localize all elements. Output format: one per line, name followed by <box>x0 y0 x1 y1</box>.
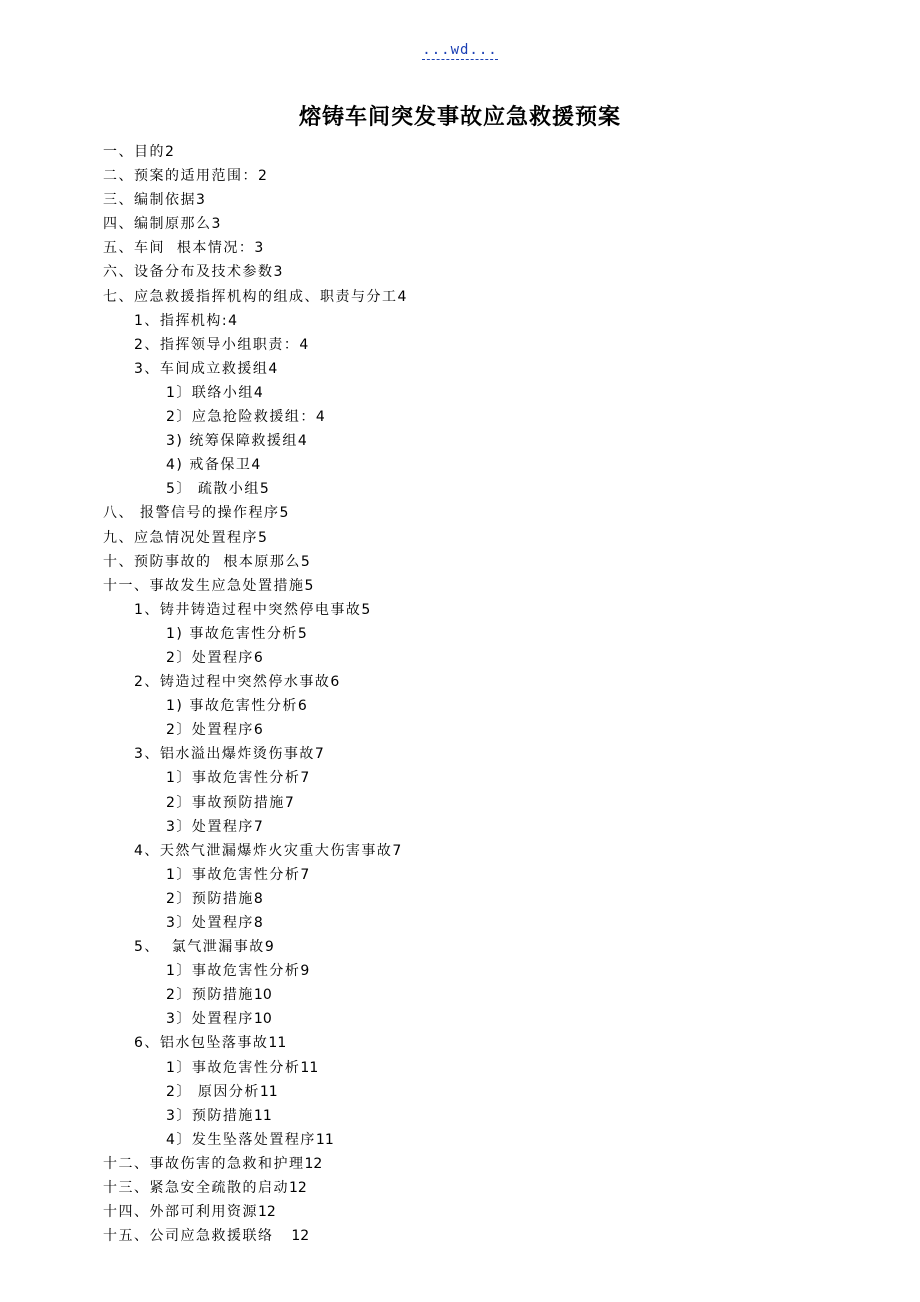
toc-entry-text: 十三、紧急安全疏散的启动 <box>103 1180 289 1197</box>
toc-entry-page-number: 4 <box>251 457 261 474</box>
toc-entry-text: 3〕预防措施 <box>166 1107 254 1124</box>
toc-entry[interactable] <box>0 670 920 694</box>
toc-entry[interactable] <box>0 983 920 1007</box>
toc-entry-text: 十四、外部可利用资源 <box>103 1204 258 1221</box>
toc-entry-page-number: 11 <box>268 1035 287 1052</box>
toc-entry-text: 4、天然气泄漏爆炸火灾重大伤害事故 <box>134 842 393 859</box>
toc-entry-page-number: 7 <box>284 794 294 811</box>
toc-entry-text: 2〕预防措施 <box>166 890 254 907</box>
toc-entry[interactable] <box>0 574 920 598</box>
toc-entry-text: 3〕处置程序 <box>166 818 254 835</box>
toc-entry-page-number: 11 <box>259 1083 278 1100</box>
toc-entry-page-number: 9 <box>264 939 274 956</box>
toc-entry-text: 4〕发生坠落处置程序 <box>166 1131 316 1148</box>
toc-entry-text: 1) 事故危害性分析 <box>166 698 298 715</box>
toc-entry[interactable] <box>0 453 920 477</box>
toc-entry-text: 八、 报警信号的操作程序 <box>103 505 280 522</box>
toc-entry[interactable] <box>0 1104 920 1128</box>
toc-entry[interactable] <box>0 791 920 815</box>
toc-entry[interactable] <box>0 1056 920 1080</box>
toc-entry-page-number: 12 <box>258 1204 276 1221</box>
toc-entry[interactable] <box>0 405 920 429</box>
toc-entry[interactable] <box>0 887 920 911</box>
toc-entry[interactable] <box>0 694 920 718</box>
toc-entry[interactable] <box>0 742 920 766</box>
toc-entry-page-number: 12 <box>289 1180 307 1197</box>
toc-entry-text: 3、铝水溢出爆炸烫伤事故 <box>134 746 315 763</box>
toc-entry-page-number: 3 <box>211 216 221 233</box>
toc-entry-page-number: 5 <box>279 505 289 522</box>
toc-entry[interactable] <box>0 815 920 839</box>
toc-entry[interactable] <box>0 1080 920 1104</box>
toc-entry-page-number: 6 <box>297 698 307 715</box>
toc-entry-text: 十二、事故伤害的急救和护理 <box>103 1155 305 1172</box>
toc-entry-page-number: 2 <box>165 144 174 160</box>
toc-entry-text: 2〕应急抢险救援组： <box>166 409 316 426</box>
toc-entry-text: 3〕处置程序 <box>166 915 254 931</box>
toc-entry-text: 3、车间成立救援组 <box>134 360 269 377</box>
toc-entry[interactable] <box>0 477 920 501</box>
toc-entry-page-number: 7 <box>253 818 263 835</box>
toc-entry-page-number: 11 <box>315 1131 334 1148</box>
toc-entry-page-number: 7 <box>392 842 402 859</box>
toc-entry-text: 1) 事故危害性分析 <box>166 625 298 642</box>
toc-entry-text: 1〕事故危害性分析 <box>166 1059 301 1076</box>
toc-entry-text: 一、目的 <box>103 144 165 160</box>
toc-entry-text: 十一、事故发生应急处置措施 <box>103 577 305 594</box>
toc-entry-text: 1〕联络小组 <box>166 384 254 401</box>
toc-entry[interactable] <box>0 212 920 236</box>
toc-entry-page-number: 8 <box>253 890 263 907</box>
toc-entry-text: 5〕 疏散小组 <box>166 481 260 498</box>
toc-entry-text: 1〕事故危害性分析 <box>166 770 301 787</box>
toc-entry-page-number: 12 <box>304 1155 323 1172</box>
toc-entry[interactable] <box>0 357 920 381</box>
toc-entry-text: 2、指挥领导小组职责： <box>134 336 300 353</box>
toc-entry[interactable] <box>0 1224 920 1248</box>
toc-entry-text: 2〕 原因分析 <box>166 1083 260 1100</box>
toc-entry-page-number: 5 <box>258 529 267 546</box>
toc-entry-page-number: 3 <box>273 264 283 281</box>
toc-entry-page-number: 11 <box>300 1059 319 1076</box>
toc-entry-page-number: 10 <box>253 1011 272 1028</box>
toc-entry[interactable] <box>0 140 920 164</box>
toc-entry-text: 1、指挥机构: <box>134 312 229 329</box>
toc-entry-page-number: 3 <box>196 192 205 209</box>
header-mark-text: ...wd... <box>422 42 498 58</box>
toc-entry-text: 十五、公司应急救援联络 <box>103 1228 292 1245</box>
toc-entry[interactable] <box>0 429 920 453</box>
toc-entry[interactable] <box>0 501 920 525</box>
toc-entry[interactable] <box>0 959 920 983</box>
toc-entry-page-number: 11 <box>253 1107 272 1124</box>
toc-entry-page-number: 8 <box>253 915 263 931</box>
toc-entry[interactable] <box>0 381 920 405</box>
toc-entry[interactable] <box>0 526 920 550</box>
toc-entry[interactable] <box>0 550 920 574</box>
toc-entry[interactable] <box>0 1007 920 1031</box>
toc-entry-page-number: 2 <box>258 168 267 185</box>
toc-entry-text: 1〕事故危害性分析 <box>166 963 301 980</box>
toc-entry[interactable] <box>0 718 920 742</box>
toc-entry[interactable] <box>0 1200 920 1224</box>
toc-entry-text: 2〕事故预防措施 <box>166 794 285 811</box>
toc-entry-page-number: 4 <box>315 409 325 426</box>
toc-entry[interactable] <box>0 236 920 260</box>
toc-entry[interactable] <box>0 622 920 646</box>
toc-entry[interactable] <box>0 646 920 670</box>
toc-entry-page-number: 6 <box>330 674 340 691</box>
toc-entry-text: 4) 戒备保卫 <box>166 457 252 474</box>
toc-entry-page-number: 12 <box>291 1228 310 1245</box>
table-of-contents <box>0 140 920 1248</box>
toc-entry-page-number: 5 <box>361 601 371 618</box>
toc-entry-page-number: 4 <box>297 433 307 450</box>
toc-entry-page-number: 7 <box>300 770 310 787</box>
document-title: 熔铸车间突发事故应急救援预案 <box>298 104 621 130</box>
toc-entry-page-number: 4 <box>253 384 263 401</box>
toc-entry[interactable] <box>0 1128 920 1152</box>
toc-entry-text: 二、预案的适用范围： <box>103 168 258 185</box>
toc-entry-text: 1〕事故危害性分析 <box>166 866 301 883</box>
toc-entry-text: 6、铝水包坠落事故 <box>134 1035 269 1052</box>
toc-entry-page-number: 5 <box>304 577 314 594</box>
toc-entry[interactable] <box>0 188 920 212</box>
toc-entry-page-number: 9 <box>300 963 310 980</box>
toc-entry-text: 六、设备分布及技术参数 <box>103 264 274 281</box>
toc-entry-text: 三、编制依据 <box>103 192 196 209</box>
toc-entry-text: 3〕处置程序 <box>166 1011 254 1028</box>
toc-entry-text: 2〕预防措施 <box>166 987 254 1004</box>
toc-entry[interactable] <box>0 598 920 622</box>
toc-entry-text: 3) 统筹保障救援组 <box>166 433 298 450</box>
toc-entry-page-number: 4 <box>299 336 309 353</box>
toc-entry-page-number: 4 <box>397 288 407 305</box>
toc-entry-text: 七、应急救援指挥机构的组成、职责与分工 <box>103 288 398 305</box>
toc-entry-text: 2〕处置程序 <box>166 722 254 739</box>
toc-entry-page-number: 5 <box>300 553 310 570</box>
toc-entry-page-number: 3 <box>254 240 264 257</box>
toc-entry-page-number: 7 <box>314 746 324 763</box>
toc-entry-page-number: 5 <box>259 481 269 498</box>
toc-entry-page-number: 6 <box>253 722 263 739</box>
toc-entry-page-number: 4 <box>268 360 278 377</box>
toc-entry[interactable] <box>0 766 920 790</box>
toc-entry[interactable] <box>0 333 920 357</box>
toc-entry-text: 四、编制原那么 <box>103 216 212 233</box>
toc-entry-text: 2、铸造过程中突然停水事故 <box>134 674 331 691</box>
toc-entry-text: 1、铸井铸造过程中突然停电事故 <box>134 601 362 618</box>
page-header-mark <box>0 42 920 58</box>
toc-entry-text: 十、预防事故的 根本原那么 <box>103 553 301 570</box>
toc-entry[interactable] <box>0 863 920 887</box>
toc-entry-text: 2〕处置程序 <box>166 649 254 666</box>
toc-entry[interactable] <box>0 911 920 935</box>
toc-entry[interactable] <box>0 1031 920 1055</box>
toc-entry-page-number: 6 <box>253 649 263 666</box>
toc-entry-text: 九、应急情况处置程序 <box>103 529 258 546</box>
toc-entry[interactable] <box>0 839 920 863</box>
toc-entry-text: 5、 氯气泄漏事故 <box>134 939 265 956</box>
toc-entry[interactable] <box>0 935 920 959</box>
toc-entry-page-number: 5 <box>297 625 307 642</box>
toc-entry[interactable] <box>0 1152 920 1176</box>
toc-entry[interactable] <box>0 164 920 188</box>
toc-entry[interactable] <box>0 309 920 333</box>
toc-entry-page-number: 4 <box>228 312 238 329</box>
toc-entry[interactable] <box>0 285 920 309</box>
toc-entry-text: 五、车间 根本情况： <box>103 240 255 257</box>
toc-entry[interactable] <box>0 260 920 284</box>
toc-entry-page-number: 7 <box>300 866 310 883</box>
toc-entry-page-number: 10 <box>253 987 272 1004</box>
toc-entry[interactable] <box>0 1176 920 1200</box>
